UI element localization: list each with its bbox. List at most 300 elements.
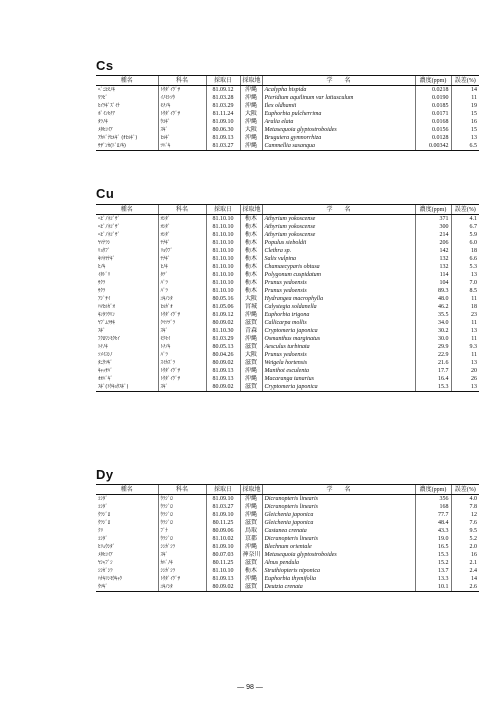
- species-name-cell: ﾋﾘｭｳｼﾀﾞ: [98, 544, 115, 550]
- column-header-scientific-name: 学 名: [262, 76, 415, 86]
- error-percent-cell: 8.5: [451, 287, 479, 295]
- species-name-cell: ｻｸﾗ: [98, 288, 106, 294]
- species-name-cell: ﾔﾏﾅﾗｼ: [98, 240, 111, 246]
- species-name-cell: ｸﾘ: [98, 528, 103, 534]
- collection-date-cell: 81.09.12: [206, 311, 240, 319]
- family-name-cell: ｳﾗｼﾞﾛ: [158, 503, 206, 511]
- family-name-cell: ﾓｸｾｲ: [158, 335, 206, 343]
- table-row: [96, 519, 479, 527]
- concentration-cell: 15.3: [415, 383, 451, 392]
- column-header-collection-date: 採取日: [206, 485, 240, 495]
- species-name-cell: ｽｷﾞ(ﾄｳｷｮｳｽｷﾞ): [96, 383, 158, 392]
- error-percent-cell: 9.5: [451, 527, 479, 535]
- concentration-cell: 22.9: [415, 351, 451, 359]
- species-name-cell: ﾒﾀｾｺｲｱ: [98, 127, 113, 133]
- concentration-cell: 0.00342: [415, 142, 451, 151]
- table-row: [96, 94, 479, 102]
- collection-date-cell: 81.09.13: [206, 575, 240, 583]
- error-percent-cell: 13: [451, 327, 479, 335]
- concentration-cell: 114: [415, 271, 451, 279]
- collection-date-cell: 81.09.13: [206, 134, 240, 142]
- concentration-cell: 142: [415, 247, 451, 255]
- family-name-cell: ﾕｷﾉｼﾀ: [158, 583, 206, 592]
- family-name-cell: ｵｼﾀﾞ: [158, 231, 206, 239]
- scientific-name-cell: Populus sieboldii: [262, 239, 415, 247]
- family-name-cell: ｶﾊﾞﾉｷ: [158, 559, 206, 567]
- table-cu: [96, 204, 479, 392]
- collection-date-cell: 80.05.16: [206, 295, 240, 303]
- collection-date-cell: 81.03.29: [206, 335, 240, 343]
- family-name-cell: ｳﾗｼﾞﾛ: [158, 535, 206, 543]
- concentration-cell: 89.3: [415, 287, 451, 295]
- family-name-cell: ｲﾉﾓﾄｿｳ: [158, 94, 206, 102]
- family-name-cell: ﾔﾅｷﾞ: [158, 255, 206, 263]
- collection-date-cell: 81.09.12: [206, 86, 240, 95]
- table-row: [96, 118, 479, 126]
- scientific-name-cell: Osmanthus marginatus: [262, 335, 415, 343]
- table-row: [96, 142, 479, 151]
- species-name-cell: ﾜﾗﾋﾞ: [98, 95, 108, 101]
- scientific-name-cell: Prunus yedoensis: [262, 287, 415, 295]
- family-name-cell: ﾄｳﾀﾞｲｸﾞｻ: [158, 375, 206, 383]
- error-percent-cell: 18: [451, 303, 479, 311]
- error-percent-cell: 18: [451, 247, 479, 255]
- concentration-cell: 0.0156: [415, 126, 451, 134]
- collection-site-cell: 栃木: [240, 255, 262, 263]
- concentration-cell: 17.7: [415, 367, 451, 375]
- table-row: [96, 247, 479, 255]
- table-row: [96, 102, 479, 110]
- collection-site-cell: 栃木: [240, 231, 262, 239]
- table-row: [96, 495, 479, 504]
- table-dy: [96, 484, 479, 592]
- collection-site-cell: 栃木: [240, 247, 262, 255]
- concentration-cell: 356: [415, 495, 451, 504]
- scientific-name-cell: Athyrium yokoscense: [262, 223, 415, 231]
- species-name-cell: ﾌｸﾛﾜﾝﾓｸｾｲ: [98, 336, 120, 342]
- error-percent-cell: 20: [451, 367, 479, 375]
- page-number: — 98 —: [237, 684, 263, 691]
- table-header-row: [96, 76, 479, 86]
- family-name-cell: ｳﾗｼﾞﾛ: [158, 495, 206, 504]
- scientific-name-cell: Euphorbia pulcherrima: [262, 110, 415, 118]
- error-percent-cell: 23: [451, 311, 479, 319]
- error-percent-cell: 4.1: [451, 215, 479, 224]
- family-name-cell: ｽｷﾞ: [158, 126, 206, 134]
- collection-date-cell: 80.06.30: [206, 126, 240, 134]
- table-row: [96, 303, 479, 311]
- table-row: [96, 287, 479, 295]
- collection-date-cell: 81.10.10: [206, 255, 240, 263]
- species-name-cell: ﾀﾆｳﾂｷﾞ: [98, 360, 113, 366]
- species-name-cell: ﾄﾁﾉｷ: [98, 344, 108, 350]
- species-name-cell: ｲﾀﾄﾞﾘ: [98, 272, 111, 278]
- collection-date-cell: 80.09.02: [206, 359, 240, 367]
- column-header-species-name: 種名: [96, 205, 158, 215]
- collection-site-cell: 鳥取: [240, 527, 262, 535]
- collection-date-cell: 81.09.10: [206, 118, 240, 126]
- scientific-name-cell: Euphorbia thymifolia: [262, 575, 415, 583]
- species-name-cell: ﾋﾉｷ: [98, 264, 106, 270]
- family-name-cell: ﾂﾊﾞｷ: [158, 142, 206, 151]
- column-header-scientific-name: 学 名: [262, 485, 415, 495]
- collection-site-cell: 沖縄: [240, 511, 262, 519]
- table-row: [96, 110, 479, 118]
- collection-site-cell: 大阪: [240, 126, 262, 134]
- error-percent-cell: 14: [451, 575, 479, 583]
- error-percent-cell: 11: [451, 335, 479, 343]
- collection-site-cell: 沖縄: [240, 86, 262, 95]
- species-name-cell: ﾍﾋﾞﾉﾈｺﾞｻﾞ: [98, 216, 120, 222]
- collection-site-cell: 大阪: [240, 351, 262, 359]
- collection-site-cell: 栃木: [240, 279, 262, 287]
- collection-site-cell: 沖縄: [240, 503, 262, 511]
- species-name-cell: ｻｻﾞﾝｶ(ﾄﾞﾛﾉｷ): [96, 142, 158, 151]
- concentration-cell: 104: [415, 279, 451, 287]
- scientific-name-cell: Athyrium yokoscense: [262, 231, 415, 239]
- scientific-name-cell: Hydrangea macrophylla: [262, 295, 415, 303]
- scientific-name-cell: Euphorbia trigona: [262, 311, 415, 319]
- error-percent-cell: 6.5: [451, 142, 479, 151]
- collection-site-cell: 京都: [240, 535, 262, 543]
- collection-site-cell: 沖縄: [240, 134, 262, 142]
- family-name-cell: ﾀﾃﾞ: [158, 271, 206, 279]
- species-name-cell: ﾋｲﾗｷﾞｽﾞｲﾅ: [98, 103, 120, 109]
- error-percent-cell: 16: [451, 118, 479, 126]
- collection-date-cell: 80.05.13: [206, 343, 240, 351]
- collection-site-cell: 滋賀: [240, 359, 262, 367]
- species-name-cell: ﾍﾞﾆﾋﾓﾉｷ: [98, 87, 115, 93]
- collection-site-cell: 沖縄: [240, 367, 262, 375]
- concentration-cell: 77.7: [415, 511, 451, 519]
- error-percent-cell: 7.6: [451, 519, 479, 527]
- error-percent-cell: 13: [451, 134, 479, 142]
- column-header-concentration: 濃度(ppm): [415, 76, 451, 86]
- species-name-cell: ｿﾒｲﾖｼﾉ: [98, 352, 113, 358]
- error-percent-cell: 11: [451, 94, 479, 102]
- family-name-cell: ﾄｳﾀﾞｲｸﾞｻ: [158, 86, 206, 95]
- concentration-cell: 0.0128: [415, 134, 451, 142]
- species-name-cell: ｳﾗｼﾞﾛ: [98, 512, 111, 518]
- collection-site-cell: 滋賀: [240, 343, 262, 351]
- concentration-cell: 15.2: [415, 559, 451, 567]
- collection-site-cell: 栃木: [240, 215, 262, 224]
- family-name-cell: ﾄｳﾀﾞｲｸﾞｻ: [158, 311, 206, 319]
- species-name-cell: ﾔｼｬﾌﾞｼ: [98, 560, 113, 566]
- table-row: [96, 239, 479, 247]
- collection-site-cell: 沖縄: [240, 495, 262, 504]
- table-row: [96, 551, 479, 559]
- collection-site-cell: 大阪: [240, 295, 262, 303]
- species-name-cell: ﾎﾟｲﾝｾﾁｱ: [98, 111, 115, 117]
- section-title-dy: Dy: [96, 467, 114, 482]
- collection-date-cell: 81.10.10: [206, 223, 240, 231]
- scientific-name-cell: Aralia elata: [262, 118, 415, 126]
- error-percent-cell: 7.0: [451, 279, 479, 287]
- error-percent-cell: 13: [451, 271, 479, 279]
- scientific-name-cell: Acalypha hispida: [262, 86, 415, 95]
- concentration-cell: 13.3: [415, 575, 451, 583]
- family-name-cell: ﾕｷﾉｼﾀ: [158, 295, 206, 303]
- scientific-name-cell: Struthiopteris niponica: [262, 567, 415, 575]
- scientific-name-cell: Metasequoia glyptostroboides: [262, 551, 415, 559]
- column-header-collection-site: 採取地: [240, 76, 262, 86]
- scientific-name-cell: Alnus pendula: [262, 559, 415, 567]
- family-name-cell: ﾘｮｳﾌﾞ: [158, 247, 206, 255]
- table-row: [96, 583, 479, 592]
- family-name-cell: ﾊﾞﾗ: [158, 279, 206, 287]
- collection-date-cell: 81.10.10: [206, 263, 240, 271]
- table-row: [96, 511, 479, 519]
- collection-date-cell: 81.11.24: [206, 110, 240, 118]
- error-percent-cell: 2.4: [451, 567, 479, 575]
- table-row: [96, 335, 479, 343]
- collection-site-cell: 沖縄: [240, 94, 262, 102]
- table-row: [96, 367, 479, 375]
- error-percent-cell: 15: [451, 126, 479, 134]
- table-row: [96, 383, 479, 392]
- table-row: [96, 86, 479, 95]
- family-name-cell: ｵｼﾀﾞ: [158, 215, 206, 224]
- species-name-cell: ﾊﾏﾋﾙｶﾞｵ: [98, 304, 115, 310]
- error-percent-cell: 14: [451, 86, 479, 95]
- concentration-cell: 46.2: [415, 303, 451, 311]
- concentration-cell: 16.5: [415, 543, 451, 551]
- collection-date-cell: 81.10.02: [206, 535, 240, 543]
- scientific-name-cell: Callicarpa mollis: [262, 319, 415, 327]
- table-row: [96, 134, 479, 142]
- species-name-cell: ｼｼｶﾞｼﾗ: [98, 568, 113, 574]
- column-header-species-name: 種名: [96, 76, 158, 86]
- table-row: [96, 279, 479, 287]
- error-percent-cell: 11: [451, 351, 479, 359]
- collection-site-cell: 滋賀: [240, 559, 262, 567]
- collection-date-cell: 81.10.10: [206, 567, 240, 575]
- collection-site-cell: 沖縄: [240, 375, 262, 383]
- collection-date-cell: 80.09.02: [206, 383, 240, 392]
- collection-date-cell: 80.09.02: [206, 319, 240, 327]
- family-name-cell: ｵｼﾀﾞ: [158, 223, 206, 231]
- family-name-cell: ﾋﾙｷﾞ: [158, 134, 206, 142]
- family-name-cell: ﾊﾞﾗ: [158, 287, 206, 295]
- collection-site-cell: 宮城: [240, 303, 262, 311]
- family-name-cell: ｼｼｶﾞｼﾗ: [158, 543, 206, 551]
- concentration-cell: 34.0: [415, 319, 451, 327]
- concentration-cell: 371: [415, 215, 451, 224]
- scientific-name-cell: Calystegia soldanella: [262, 303, 415, 311]
- column-header-family-name: 科名: [158, 205, 206, 215]
- species-name-cell: ｽｷﾞ: [98, 328, 106, 334]
- error-percent-cell: 9.3: [451, 343, 479, 351]
- column-header-error-percent: 誤差(%): [451, 76, 479, 86]
- family-name-cell: ｳﾗｼﾞﾛ: [158, 519, 206, 527]
- scientific-name-cell: Ilex oldhamii: [262, 102, 415, 110]
- scientific-name-cell: Aesculus turbinata: [262, 343, 415, 351]
- collection-site-cell: 栃木: [240, 287, 262, 295]
- concentration-cell: 48.4: [415, 519, 451, 527]
- species-name-cell: ｺｼﾀﾞ: [98, 496, 108, 502]
- error-percent-cell: 5.3: [451, 263, 479, 271]
- error-percent-cell: 16: [451, 551, 479, 559]
- table-row: [96, 567, 479, 575]
- collection-site-cell: 栃木: [240, 223, 262, 231]
- collection-date-cell: 81.03.27: [206, 142, 240, 151]
- concentration-cell: 0.0171: [415, 110, 451, 118]
- scientific-name-cell: Castanea crenata: [262, 527, 415, 535]
- error-percent-cell: 6.6: [451, 255, 479, 263]
- concentration-cell: 48.0: [415, 295, 451, 303]
- column-header-collection-date: 採取日: [206, 76, 240, 86]
- collection-date-cell: 81.03.29: [206, 102, 240, 110]
- species-name-cell: ｳﾗｼﾞﾛ: [98, 520, 111, 526]
- error-percent-cell: 2.6: [451, 583, 479, 592]
- collection-site-cell: 沖縄: [240, 543, 262, 551]
- section-title-cu: Cu: [96, 186, 115, 201]
- error-percent-cell: 6.0: [451, 239, 479, 247]
- column-header-error-percent: 誤差(%): [451, 485, 479, 495]
- family-name-cell: ﾄｳﾀﾞｲｸﾞｻ: [158, 367, 206, 375]
- scientific-name-cell: Gleichenia japonica: [262, 511, 415, 519]
- collection-date-cell: 81.10.30: [206, 327, 240, 335]
- concentration-cell: 0.0218: [415, 86, 451, 95]
- species-name-cell: ｺｼﾀﾞ: [98, 536, 108, 542]
- scientific-name-cell: Manihot esculenta: [262, 367, 415, 375]
- column-header-concentration: 濃度(ppm): [415, 485, 451, 495]
- concentration-cell: 132: [415, 263, 451, 271]
- scientific-name-cell: Bruguiera gymnorrhiza: [262, 134, 415, 142]
- family-name-cell: ﾊﾞﾗ: [158, 351, 206, 359]
- family-name-cell: ﾄｳﾀﾞｲｸﾞｻ: [158, 575, 206, 583]
- species-name-cell: ｷｬｯｻﾊﾞ: [98, 368, 113, 374]
- family-name-cell: ｳﾗｼﾞﾛ: [158, 511, 206, 519]
- collection-site-cell: 沖縄: [240, 335, 262, 343]
- scientific-name-cell: Gleichenia japonica: [262, 519, 415, 527]
- collection-site-cell: 栃木: [240, 239, 262, 247]
- collection-site-cell: 滋賀: [240, 319, 262, 327]
- collection-date-cell: 81.09.10: [206, 511, 240, 519]
- table-cs: [96, 75, 479, 151]
- family-name-cell: ﾋﾉｷ: [158, 263, 206, 271]
- error-percent-cell: 19: [451, 102, 479, 110]
- collection-date-cell: 80.09.02: [206, 583, 240, 592]
- table-row: [96, 311, 479, 319]
- scientific-name-cell: Deutzia crenata: [262, 583, 415, 592]
- table-row: [96, 271, 479, 279]
- error-percent-cell: 6.7: [451, 223, 479, 231]
- column-header-species-name: 種名: [96, 485, 158, 495]
- table-header-row: [96, 485, 479, 495]
- species-name-cell: ｵｵﾊﾞｷﾞ: [98, 376, 113, 382]
- concentration-cell: 30.0: [415, 335, 451, 343]
- concentration-cell: 35.5: [415, 311, 451, 319]
- family-name-cell: ｽｲｶｽﾞﾗ: [158, 359, 206, 367]
- table-row: [96, 575, 479, 583]
- scientific-name-cell: Dicranopteris linearis: [262, 495, 415, 504]
- concentration-cell: 214: [415, 231, 451, 239]
- concentration-cell: 0.0190: [415, 94, 451, 102]
- collection-date-cell: 81.10.10: [206, 247, 240, 255]
- family-name-cell: ｳｺｷﾞ: [158, 118, 206, 126]
- collection-date-cell: 81.10.10: [206, 279, 240, 287]
- error-percent-cell: 13: [451, 359, 479, 367]
- column-header-collection-site: 採取地: [240, 485, 262, 495]
- table-row: [96, 543, 479, 551]
- scientific-name-cell: Blechnum orientale: [262, 543, 415, 551]
- collection-site-cell: 大阪: [240, 110, 262, 118]
- error-percent-cell: 12: [451, 511, 479, 519]
- concentration-cell: 30.2: [415, 327, 451, 335]
- collection-site-cell: 滋賀: [240, 583, 262, 592]
- table-row: [96, 263, 479, 271]
- family-name-cell: ﾄｳﾀﾞｲｸﾞｻ: [158, 110, 206, 118]
- species-name-cell: ｻｸﾗ: [98, 280, 106, 286]
- table-row: [96, 327, 479, 335]
- scientific-name-cell: Dicranopteris linearis: [262, 535, 415, 543]
- family-name-cell: ｼｼｶﾞｼﾗ: [158, 567, 206, 575]
- concentration-cell: 13.7: [415, 567, 451, 575]
- concentration-cell: 132: [415, 255, 451, 263]
- table-row: [96, 223, 479, 231]
- table-row: [96, 255, 479, 263]
- table-row: [96, 215, 479, 224]
- species-name-cell: ｷﾂﾈﾔﾅｷﾞ: [98, 256, 115, 262]
- concentration-cell: 19.0: [415, 535, 451, 543]
- scientific-name-cell: Pteridium aquilinum var latiusculum: [262, 94, 415, 102]
- family-name-cell: ｸﾏﾂﾂﾞﾗ: [158, 319, 206, 327]
- error-percent-cell: 2.0: [451, 543, 479, 551]
- collection-site-cell: 栃木: [240, 271, 262, 279]
- family-name-cell: ﾋﾙｶﾞｵ: [158, 303, 206, 311]
- error-percent-cell: 15: [451, 110, 479, 118]
- collection-site-cell: 滋賀: [240, 519, 262, 527]
- scientific-name-cell: Dicranopteris linearis: [262, 503, 415, 511]
- collection-date-cell: 81.09.10: [206, 495, 240, 504]
- scientific-name-cell: Chamaecyparis obtusa: [262, 263, 415, 271]
- concentration-cell: 16.4: [415, 375, 451, 383]
- collection-date-cell: 80.07.03: [206, 551, 240, 559]
- species-name-cell: ｷﾝﾀﾗｸﾘﾝ: [98, 312, 115, 318]
- scientific-name-cell: Metasequoia glyptostroboides: [262, 126, 415, 134]
- species-name-cell: ﾍﾋﾞﾉﾈｺﾞｻﾞ: [98, 224, 120, 230]
- column-header-collection-site: 採取地: [240, 205, 262, 215]
- scientific-name-cell: Cryptomeria japonica: [262, 383, 415, 392]
- error-percent-cell: 7.8: [451, 503, 479, 511]
- column-header-collection-date: 採取日: [206, 205, 240, 215]
- scientific-name-cell: Prunus yedoensis: [262, 351, 415, 359]
- concentration-cell: 15.3: [415, 551, 451, 559]
- scientific-name-cell: Cammellia sasanqua: [262, 142, 415, 151]
- family-name-cell: ﾓﾁﾉｷ: [158, 102, 206, 110]
- section-title-cs: Cs: [96, 58, 114, 73]
- concentration-cell: 206: [415, 239, 451, 247]
- concentration-cell: 43.3: [415, 527, 451, 535]
- error-percent-cell: 11: [451, 295, 479, 303]
- family-name-cell: ｽｷﾞ: [158, 551, 206, 559]
- table-row: [96, 503, 479, 511]
- table-row: [96, 126, 479, 134]
- species-name-cell: ｱｼﾞｻｲ: [98, 296, 111, 302]
- collection-site-cell: 栃木: [240, 567, 262, 575]
- collection-date-cell: 81.03.28: [206, 94, 240, 102]
- collection-site-cell: 沖縄: [240, 118, 262, 126]
- table-row: [96, 375, 479, 383]
- scientific-name-cell: Prunus yedoensis: [262, 279, 415, 287]
- collection-date-cell: 80.11.25: [206, 519, 240, 527]
- species-name-cell: ｱｶﾊﾞﾅﾋﾙｷﾞ (ｵﾋﾙｷﾞ): [98, 135, 138, 141]
- concentration-cell: 0.0185: [415, 102, 451, 110]
- species-name-cell: ﾒﾀｾｺｲｱ: [98, 552, 113, 558]
- concentration-cell: 0.0168: [415, 118, 451, 126]
